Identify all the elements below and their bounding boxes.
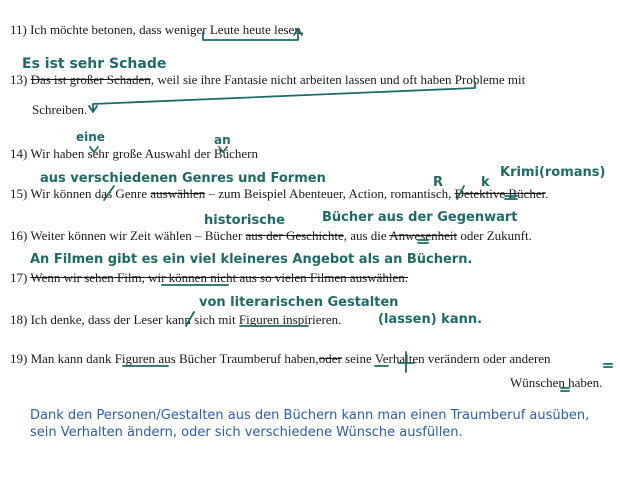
sentence-13-struck: Das ist großer Schaden — [30, 72, 151, 87]
sentence-19-struck: oder — [318, 351, 342, 366]
sentence-16-part-a: 16) Weiter können wir Zeit wählen – Bücher — [10, 228, 243, 243]
slash-mark-kann — [186, 312, 194, 326]
sentence-15-part-a: 15) Wir können das Genre — [10, 186, 148, 201]
sentence-16-struck-2: Anwesenheit — [389, 228, 458, 243]
sentence-15-struck-2: Detektive Bücher — [454, 186, 546, 201]
sentence-15-part-b: – zum Beispiel Abenteuer, Action, romantisch, — [208, 186, 452, 201]
correction-15-k: k — [481, 175, 490, 190]
sentence-19-continued: Wünschen haben. — [510, 375, 603, 390]
transposition-bracket — [203, 31, 298, 40]
sentence-18: 18) Ich denke, dass der Leser kann sich mit Figuren inspirieren. — [10, 312, 342, 327]
sentence-17-struck: Wenn wir sehen Film, wir können nicht aus so vielen Filmen auswählen. — [30, 270, 409, 285]
slash-mark-das — [104, 186, 114, 200]
sentence-19-part-b: seine Verhalten verändern oder anderen — [345, 351, 551, 366]
correction-16-gegenwart: Bücher aus der Gegenwart — [322, 210, 518, 225]
sentence-16-part-b: , aus die — [343, 228, 387, 243]
insertion-caret-eine — [90, 147, 98, 152]
sentence-13-number: 13) — [10, 72, 28, 87]
correction-14-an: an — [214, 133, 231, 147]
sentence-19-part-a: 19) Man kann dank Figuren aus Bücher Traumberuf haben, — [10, 351, 319, 366]
slash-mark-romantisch — [457, 186, 464, 199]
sentence-11: 11) Ich möchte betonen, dass weniger Leute heute lesen. — [10, 22, 305, 37]
sentence-13-continued: Schreiben. — [32, 102, 88, 117]
sentence-15-struck-1: auswählen — [150, 186, 206, 201]
correction-15-r: R — [433, 175, 444, 190]
correction-14-eine: eine — [76, 130, 105, 144]
sentence-16-part-c: oder Zukunft. — [460, 228, 532, 243]
sentence-13-rest: , weil sie ihre Fantasie nicht arbeiten lassen und oft haben Probleme mit — [150, 72, 526, 87]
correction-16-historische: historische — [204, 213, 285, 228]
sentence-17-number: 17) — [10, 270, 28, 285]
sentence-14: 14) Wir haben sehr große Auswahl der Büchern — [10, 146, 258, 161]
sentence-15-part-c: . — [545, 186, 549, 201]
move-arrow-13 — [93, 82, 475, 111]
correction-15-genres: aus verschiedenen Genres und Formen — [40, 171, 326, 186]
sentence-16-struck-1: aus der Geschichte — [245, 228, 344, 243]
summary-note: Dank den Personen/Gestalten aus den Büchern kann man einen Traumberuf ausüben, sein Verhalten ändern, oder sich verschiedene Wünsche ausfüllen. — [30, 408, 590, 440]
insertion-caret-an — [219, 147, 227, 152]
correction-15-krimi: Krimi(romans) — [500, 165, 606, 180]
correction-18-lassen: (lassen) kann. — [378, 312, 483, 327]
correction-17: An Filmen gibt es ein viel kleineres Angebot als an Büchern. — [30, 252, 473, 267]
correction-13: Es ist sehr Schade — [22, 56, 167, 72]
correction-18-von: von literarischen Gestalten — [199, 295, 399, 310]
